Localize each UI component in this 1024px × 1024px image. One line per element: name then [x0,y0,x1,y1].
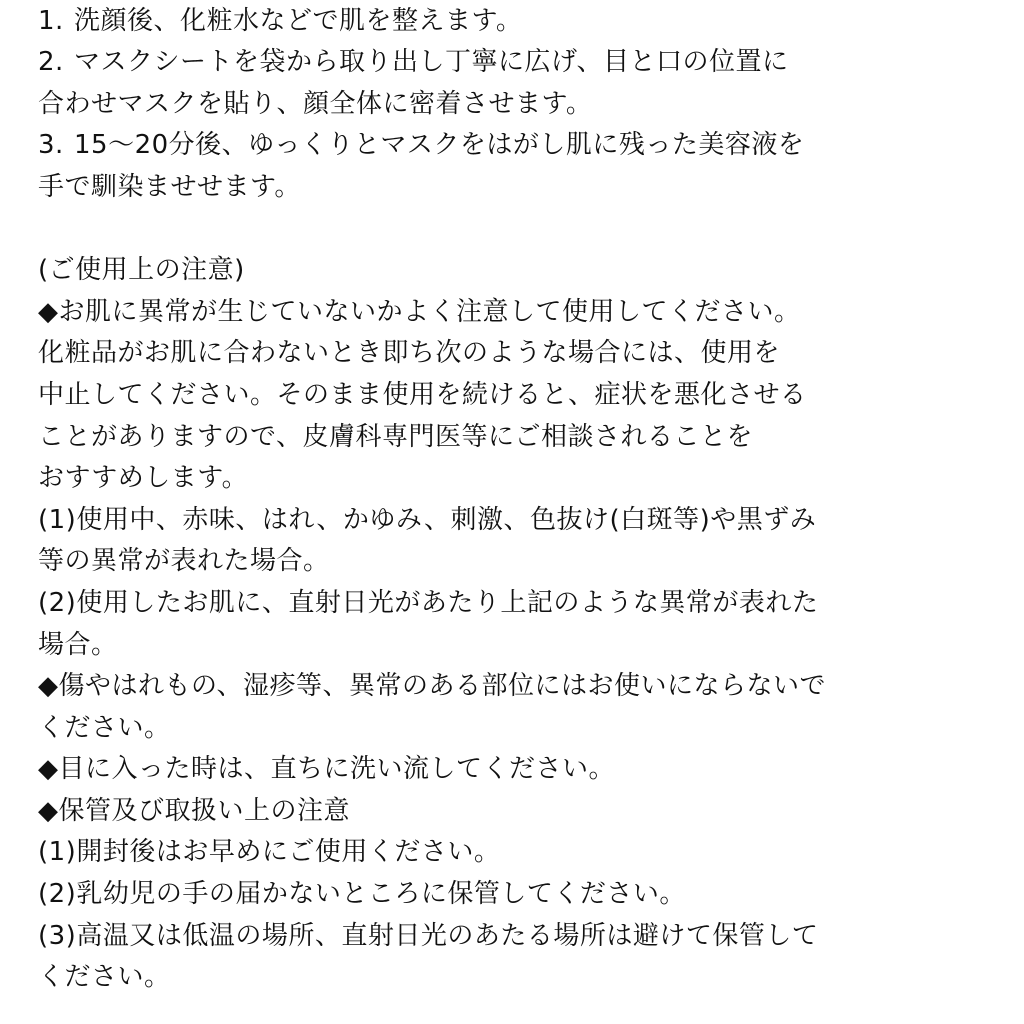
caution-line: (2)乳幼児の手の届かないところに保管してください。 [38,879,686,910]
usage-step-3-cont: 手で馴染ませせます。 [38,171,301,202]
caution-line: 場合。 [38,629,118,660]
caution-line: ◆傷やはれもの、湿疹等、異常のある部位にはお使いにならないで [38,671,826,702]
usage-step-3 [38,125,998,167]
step-number: 3. [38,130,64,161]
caution-line: (3)高温又は低温の場所、直射日光のあたる場所は避けて保管して [38,920,819,951]
usage-step-2 [38,42,998,84]
caution-line: 化粧品がお肌に合わないとき即ち次のような場合には、使用を [38,338,781,369]
caution-line: ◆目に入った時は、直ちに洗い流してください。 [38,754,615,785]
cautions-heading: (ご使用上の注意) [38,255,245,286]
caution-line: ◆保管及び取扱い上の注意 [38,795,350,826]
step-number: 1. [38,5,64,36]
step-number: 2. [38,47,64,78]
caution-line: ことがありますので、皮膚科専門医等にご相談されることを [38,421,753,452]
caution-line: (1)使用中、赤味、はれ、かゆみ、刺激、色抜け(白斑等)や黒ずみ [38,504,817,535]
spacer [38,209,998,251]
step-text: 洗顔後、化粧水などで肌を整えます。 [74,5,523,36]
document-body [38,0,998,999]
caution-line: ◆お肌に異常が生じていないかよく注意して使用してください。 [38,296,801,327]
caution-line: 等の異常が表れた場合。 [38,546,330,577]
caution-line: ください。 [38,712,171,743]
caution-line: (1)開封後はお早めにご使用ください。 [38,837,501,868]
caution-line: ください。 [38,962,171,993]
caution-line: おすすめします。 [38,463,249,494]
step-text: マスクシートを袋から取り出し丁寧に広げ、目と口の位置に [74,47,789,78]
step-text: 15〜20分後、ゆっくりとマスクをはがし肌に残った美容液を [74,130,805,161]
usage-step-2-cont: 合わせマスクを貼り、顔全体に密着させます。 [38,88,593,119]
usage-step-1 [38,1,998,43]
caution-line: (2)使用したお肌に、直射日光があたり上記のような異常が表れた [38,587,819,618]
caution-line: 中止してください。そのまま使用を続けると、症状を悪化させる [38,379,807,410]
